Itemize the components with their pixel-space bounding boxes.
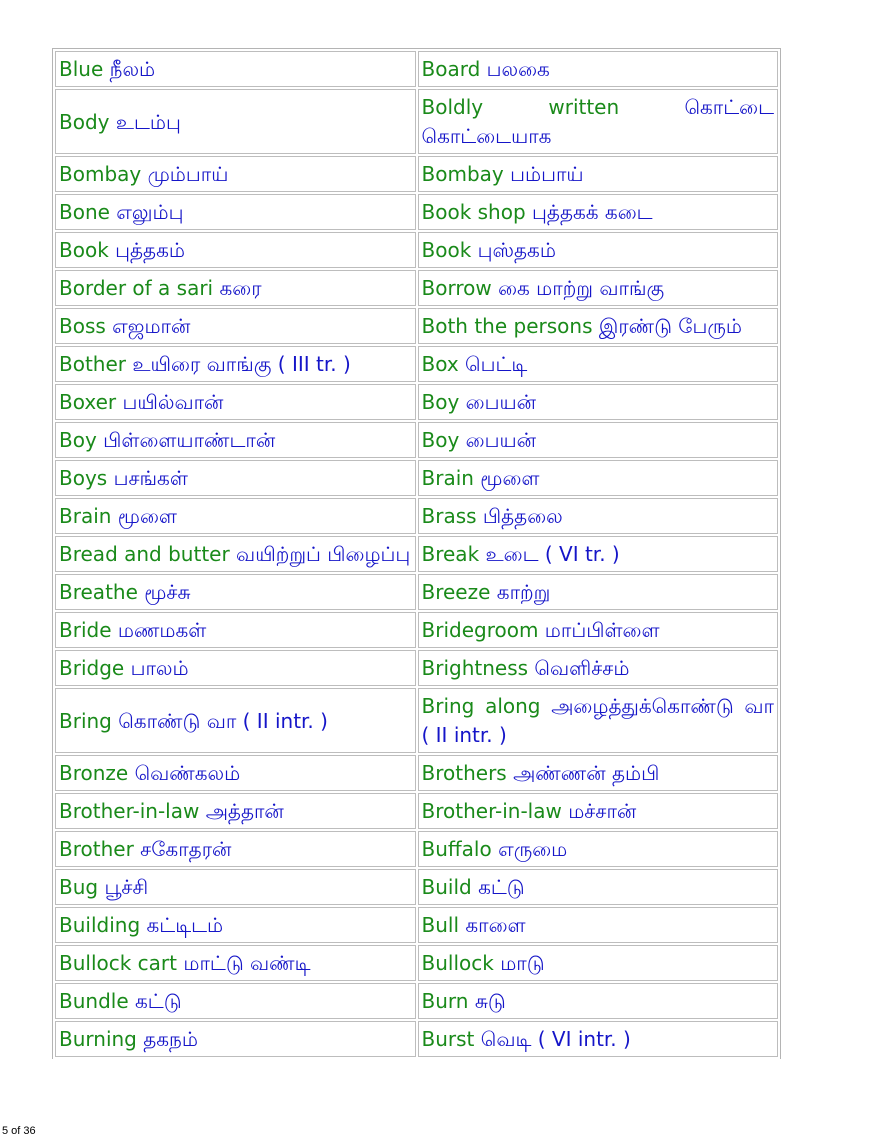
entry-cell-right: [418, 270, 779, 306]
tamil-translation: காளை: [465, 913, 526, 937]
dictionary-table: [52, 48, 781, 1059]
english-word: Brother: [59, 837, 134, 861]
entry-cell-left: [55, 232, 416, 268]
entry-cell-left: [55, 384, 416, 420]
table-row: [55, 536, 778, 572]
table-row: [55, 156, 778, 192]
english-word: Boy: [421, 428, 460, 452]
entry-cell-right: [418, 688, 779, 753]
tamil-translation: மச்சான்: [568, 799, 637, 823]
tamil-translation: மாட்டு வண்டி: [183, 951, 311, 975]
entry-cell-left: [55, 194, 416, 230]
entry-cell-left: [55, 869, 416, 905]
tamil-translation: இரண்டு பேரும்: [598, 314, 743, 338]
entry-cell-right: [418, 869, 779, 905]
entry-cell-right: [418, 574, 779, 610]
entry-cell-left: [55, 498, 416, 534]
english-word: Brother-in-law: [59, 799, 200, 823]
table-row: [55, 422, 778, 458]
tamil-translation: எலும்பு: [116, 200, 184, 224]
english-word: Bread and butter: [59, 542, 230, 566]
entry-cell-right: [418, 422, 779, 458]
tamil-translation: பாலம்: [130, 656, 189, 680]
entry-cell-right: [418, 793, 779, 829]
english-word: Bullock cart: [59, 951, 177, 975]
tamil-translation: பசங்கள்: [113, 466, 188, 490]
entry-cell-right: [418, 755, 779, 791]
tamil-translation: பயில்வான்: [122, 390, 224, 414]
tamil-translation: சுடு: [474, 989, 506, 1013]
entry-cell-left: [55, 308, 416, 344]
table-row: [55, 983, 778, 1019]
table-row: [55, 793, 778, 829]
english-word: Bother: [59, 352, 127, 376]
tamil-translation: மூளை: [117, 504, 177, 528]
english-word: Bridegroom: [421, 618, 539, 642]
entry-cell-left: [55, 831, 416, 867]
tamil-translation: உடம்பு: [115, 109, 181, 134]
tamil-translation: மாப்பிள்ளை: [544, 618, 660, 642]
english-word: Brother-in-law: [421, 799, 562, 823]
table-row: [55, 194, 778, 230]
tamil-translation: கொண்டு வா ( II intr. ): [118, 708, 328, 733]
english-word: Book: [59, 238, 109, 262]
table-row: [55, 831, 778, 867]
table-row: [55, 1021, 778, 1057]
entry-cell-right: [418, 907, 779, 943]
table-row: [55, 869, 778, 905]
tamil-translation: பையன்: [465, 428, 537, 452]
entry-cell-left: [55, 536, 416, 572]
entry-cell-right: [418, 156, 779, 192]
tamil-translation: கட்டு: [135, 989, 182, 1013]
tamil-translation: புஸ்தகம்: [477, 238, 556, 262]
english-word: Board: [421, 57, 481, 81]
english-word: Bombay: [59, 162, 142, 186]
entry-cell-right: [418, 384, 779, 420]
entry-cell-right: [418, 194, 779, 230]
entry-cell-left: [55, 89, 416, 154]
entry-cell-right: [418, 89, 779, 154]
english-word: Boys: [59, 466, 108, 490]
english-word: Boxer: [59, 390, 117, 414]
entry-cell-right: [418, 945, 779, 981]
english-word: Bombay: [421, 162, 504, 186]
tamil-translation: பலகை: [486, 57, 550, 81]
entry-cell-left: [55, 346, 416, 382]
tamil-translation: தகநம்: [143, 1027, 198, 1051]
entry-cell-left: [55, 612, 416, 648]
english-word: Burning: [59, 1027, 137, 1051]
english-word: Borrow: [421, 276, 492, 300]
entry-cell-left: [55, 51, 416, 87]
entry-cell-left: [55, 574, 416, 610]
table-row: [55, 612, 778, 648]
tamil-translation: கட்டிடம்: [146, 913, 224, 937]
tamil-translation: வெடி ( VI intr. ): [480, 1027, 631, 1051]
english-word: Brain: [421, 466, 474, 490]
english-word: Build: [421, 875, 472, 899]
tamil-translation: கட்டு: [478, 875, 525, 899]
tamil-translation: பையன்: [465, 390, 537, 414]
tamil-translation: கொட்டை கொட்டையாக: [421, 95, 775, 148]
entry-cell-left: [55, 422, 416, 458]
english-word: Boy: [421, 390, 460, 414]
english-word: Body: [59, 109, 110, 134]
entry-cell-right: [418, 232, 779, 268]
tamil-translation: கை மாற்று வாங்கு: [498, 276, 665, 300]
tamil-translation: அண்ணன் தம்பி: [513, 761, 660, 785]
tamil-translation: பிள்ளையாண்டான்: [103, 428, 276, 452]
english-word: Bridge: [59, 656, 125, 680]
english-word: Breathe: [59, 580, 138, 604]
english-word: Bone: [59, 200, 110, 224]
entry-cell-right: [418, 51, 779, 87]
tamil-translation: பெட்டி: [465, 352, 528, 376]
tamil-translation: மூளை: [480, 466, 540, 490]
tamil-translation: புத்தகம்: [115, 238, 185, 262]
entry-cell-left: [55, 156, 416, 192]
entry-cell-left: [55, 755, 416, 791]
tamil-translation: எஜமான்: [112, 314, 191, 338]
tamil-translation: பித்தலை: [482, 504, 563, 528]
entry-cell-left: [55, 270, 416, 306]
dictionary-body: [55, 51, 778, 1057]
entry-cell-right: [418, 650, 779, 686]
english-word: Book: [421, 238, 472, 262]
tamil-translation: எருமை: [498, 837, 568, 861]
english-word: Boss: [59, 314, 106, 338]
entry-cell-right: [418, 536, 779, 572]
tamil-translation: உயிரை வாங்கு ( III tr. ): [132, 352, 351, 376]
english-word: Boy: [59, 428, 97, 452]
table-row: [55, 308, 778, 344]
english-word: Both the persons: [421, 314, 593, 338]
tamil-translation: கரை: [219, 276, 262, 300]
english-word: Bundle: [59, 989, 129, 1013]
page-number: 5 of 36: [2, 1125, 36, 1137]
english-word: Bug: [59, 875, 99, 899]
entry-cell-right: [418, 460, 779, 496]
english-word: Burst: [421, 1027, 475, 1051]
entry-cell-left: [55, 907, 416, 943]
tamil-translation: மூச்சு: [144, 580, 191, 604]
tamil-translation: வெளிச்சம்: [534, 656, 630, 680]
entry-cell-right: [418, 1021, 779, 1057]
tamil-translation: வயிற்றுப் பிழைப்பு: [236, 542, 411, 566]
entry-cell-left: [55, 460, 416, 496]
english-word: Breeze: [421, 580, 491, 604]
tamil-translation: பூச்சி: [104, 875, 149, 899]
tamil-translation: மாடு: [500, 951, 545, 975]
table-row: [55, 270, 778, 306]
table-row: [55, 574, 778, 610]
table-row: [55, 907, 778, 943]
tamil-translation: மணமகள்: [117, 618, 207, 642]
entry-cell-right: [418, 308, 779, 344]
english-word: Building: [59, 913, 141, 937]
tamil-translation: மும்பாய்: [147, 162, 229, 186]
entry-cell-left: [55, 688, 416, 753]
english-word: Buffalo: [421, 837, 492, 861]
english-word: Bull: [421, 913, 460, 937]
table-row: [55, 498, 778, 534]
english-word: Bronze: [59, 761, 129, 785]
table-row: [55, 755, 778, 791]
tamil-translation: புத்தகக் கடை: [532, 200, 653, 224]
tamil-translation: பம்பாய்: [510, 162, 584, 186]
table-row: [55, 51, 778, 87]
entry-cell-right: [418, 346, 779, 382]
entry-cell-left: [55, 983, 416, 1019]
tamil-translation: அழைத்துக்கொண்டு வா ( II intr. ): [421, 694, 775, 747]
entry-cell-left: [55, 650, 416, 686]
english-word: Break: [421, 542, 480, 566]
english-word: Brothers: [421, 761, 507, 785]
english-word: Book shop: [421, 200, 526, 224]
table-row: [55, 89, 778, 154]
english-word: Bullock: [421, 951, 494, 975]
table-row: [55, 650, 778, 686]
entry-cell-right: [418, 983, 779, 1019]
entry-cell-left: [55, 1021, 416, 1057]
english-word: Burn: [421, 989, 469, 1013]
english-word: Boldly written: [421, 95, 620, 119]
english-word: Border of a sari: [59, 276, 214, 300]
entry-cell-right: [418, 498, 779, 534]
tamil-translation: அத்தான்: [205, 799, 284, 823]
tamil-translation: உடை ( VI tr. ): [485, 542, 620, 566]
english-word: Bring: [59, 708, 112, 733]
tamil-translation: நீலம்: [109, 57, 156, 81]
table-row: [55, 945, 778, 981]
english-word: Brightness: [421, 656, 529, 680]
entry-cell-right: [418, 831, 779, 867]
english-word: Bride: [59, 618, 112, 642]
table-row: [55, 384, 778, 420]
table-row: [55, 688, 778, 753]
tamil-translation: காற்று: [496, 580, 551, 604]
english-word: Brain: [59, 504, 112, 528]
english-word: Blue: [59, 57, 104, 81]
english-word: Brass: [421, 504, 477, 528]
english-word: Box: [421, 352, 459, 376]
entry-cell-left: [55, 793, 416, 829]
entry-cell-left: [55, 945, 416, 981]
table-row: [55, 460, 778, 496]
tamil-translation: சகோதரன்: [140, 837, 232, 861]
table-row: [55, 232, 778, 268]
entry-cell-right: [418, 612, 779, 648]
tamil-translation: வெண்கலம்: [134, 761, 241, 785]
english-word: Bring along: [421, 694, 541, 718]
table-row: [55, 346, 778, 382]
